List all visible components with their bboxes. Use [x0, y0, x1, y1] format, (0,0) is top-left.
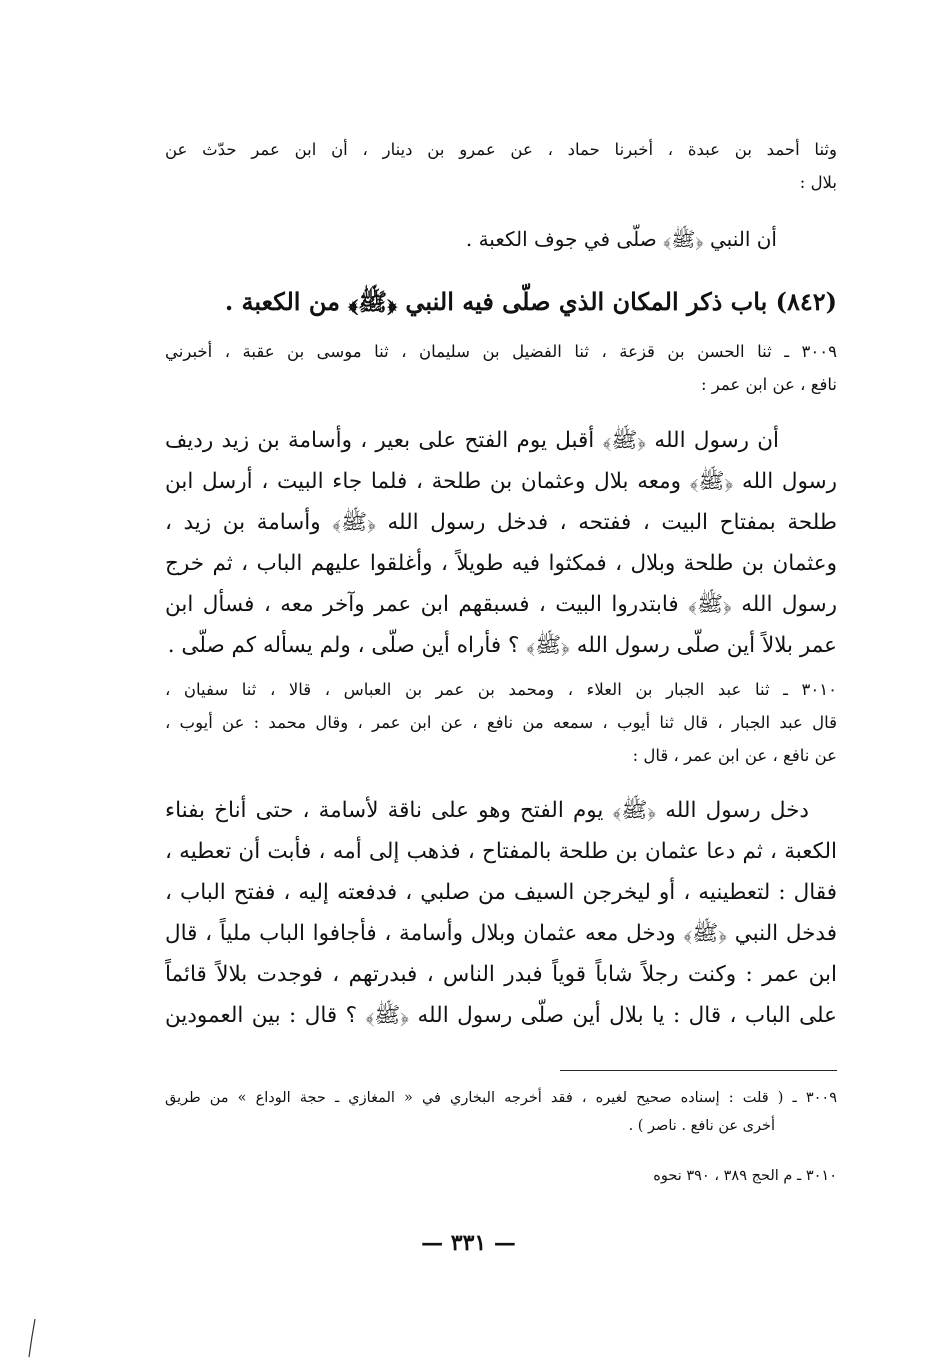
intro-matn-line: أن النبي ﴿ﷺ﴾ صلّى في جوف الكعبة .	[465, 227, 777, 251]
hadith-3010-isnad-line-2: قال عبد الجبار ، قال ثنا أيوب ، سمعه من نافع ، عن ابن عمر ، وقال محمد : عن أيوب ،	[165, 713, 837, 732]
intro-matn	[165, 220, 837, 258]
hadith-3009-line-3: طلحة بمفتاح البيت ، ففتحه ، فدخل رسول الله ﴿ﷺ﴾ وأسامة بن زيد ،	[165, 510, 837, 535]
hadith-3010-isnad-line-3: عن نافع ، عن ابن عمر ، قال :	[632, 746, 837, 765]
hadith-3010-line-2: الكعبة ، ثم دعا عثمان بن طلحة بالمفتاح ، فذهب إلى أمه ، فأبت أن تعطيه ،	[165, 839, 837, 864]
hadith-3010-line-4: فدخل النبي ﴿ﷺ﴾ ودخل معه عثمان وبلال وأسامة ، فأجافوا الباب ملياً ، قال	[165, 921, 837, 946]
footnote-3010	[165, 1162, 837, 1190]
hadith-3010-matn	[165, 790, 837, 1036]
footnote-3010-line: ٣٠١٠ ـ م الحج ٣٨٩ ، ٣٩٠ نحوه	[653, 1168, 837, 1184]
intro-isnad-line-2: بلال :	[799, 173, 837, 192]
hadith-3010-line-1: دخل رسول الله ﴿ﷺ﴾ يوم الفتح وهو على ناقة لأسامة ، حتى أناخ بفناء	[165, 798, 809, 823]
hadith-3010-line-6: على الباب ، قال : يا بلال أين صلّى رسول الله ﴿ﷺ﴾ ؟ قال : بين العمودين	[165, 1003, 837, 1028]
hadith-3010-line-3: فقال : لتعطينيه ، أو ليخرجن السيف من صلبي ، فدفعته إليه ، ففتح الباب ،	[165, 880, 837, 905]
intro-isnad-line-1: وثنا أحمد بن عبدة ، أخبرنا حماد ، عن عمرو بن دينار ، أن ابن عمر حدّث عن	[165, 140, 837, 159]
hadith-3009-line-5: رسول الله ﴿ﷺ﴾ فابتدروا البيت ، فسبقهم ابن عمر وآخر معه ، فسأل ابن	[165, 592, 837, 617]
footnote-3009-line-2: أخرى عن نافع . ناصر ) .	[628, 1118, 775, 1134]
margin-pen-stroke-icon	[26, 1318, 38, 1358]
footnote-3009	[165, 1084, 837, 1140]
hadith-3009-line-6: عمر بلالاً أين صلّى رسول الله ﴿ﷺ﴾ ؟ فأراه أين صلّى ، ولم يسأله كم صلّى .	[167, 633, 837, 658]
hadith-3009-isnad-line-1: ٣٠٠٩ ـ ثنا الحسن بن قزعة ، ثنا الفضيل بن سليمان ، ثنا موسى بن عقبة ، أخبرني	[165, 342, 837, 361]
footnote-3009-line-1: ٣٠٠٩ ـ ( قلت : إسناده صحيح لغيره ، فقد أخرجه البخاري في « المغازي ـ حجة الوداع » من طريق	[165, 1090, 837, 1106]
hadith-3010-line-5: ابن عمر : وكنت رجلاً شاباً قوياً فبدر الناس ، فبدرتهم ، فوجدت بلالاً قائماً	[165, 962, 837, 987]
footnote-separator	[560, 1070, 837, 1071]
hadith-3009-line-1: أن رسول الله ﴿ﷺ﴾ أقبل يوم الفتح على بعير ، وأسامة بن زيد رديف	[165, 428, 779, 453]
hadith-3009-matn	[165, 420, 837, 666]
intro-isnad	[165, 133, 837, 199]
hadith-3010-isnad	[165, 673, 837, 772]
chapter-heading-text: (٨٤٢) باب ذكر المكان الذي صلّى فيه النبي ﴿ﷺ﴾ من الكعبة .	[224, 287, 837, 316]
hadith-3010-isnad-line-1: ٣٠١٠ ـ ثنا عبد الجبار بن العلاء ، ومحمد بن عمر بن العباس ، قالا ، ثنا سفيان ،	[165, 680, 837, 699]
hadith-3009-line-2: رسول الله ﴿ﷺ﴾ ومعه بلال وعثمان بن طلحة ، فلما جاء البيت ، أرسل ابن	[165, 469, 837, 494]
hadith-3009-isnad	[165, 335, 837, 401]
page-number: — ٣٣١ —	[421, 1230, 516, 1256]
chapter-heading	[165, 282, 837, 322]
hadith-3009-line-4: وعثمان بن طلحة وبلال ، فمكثوا فيه طويلاً ، وأغلقوا عليهم الباب ، ثم خرج	[165, 551, 837, 576]
hadith-3009-isnad-line-2: نافع ، عن ابن عمر :	[700, 375, 837, 394]
